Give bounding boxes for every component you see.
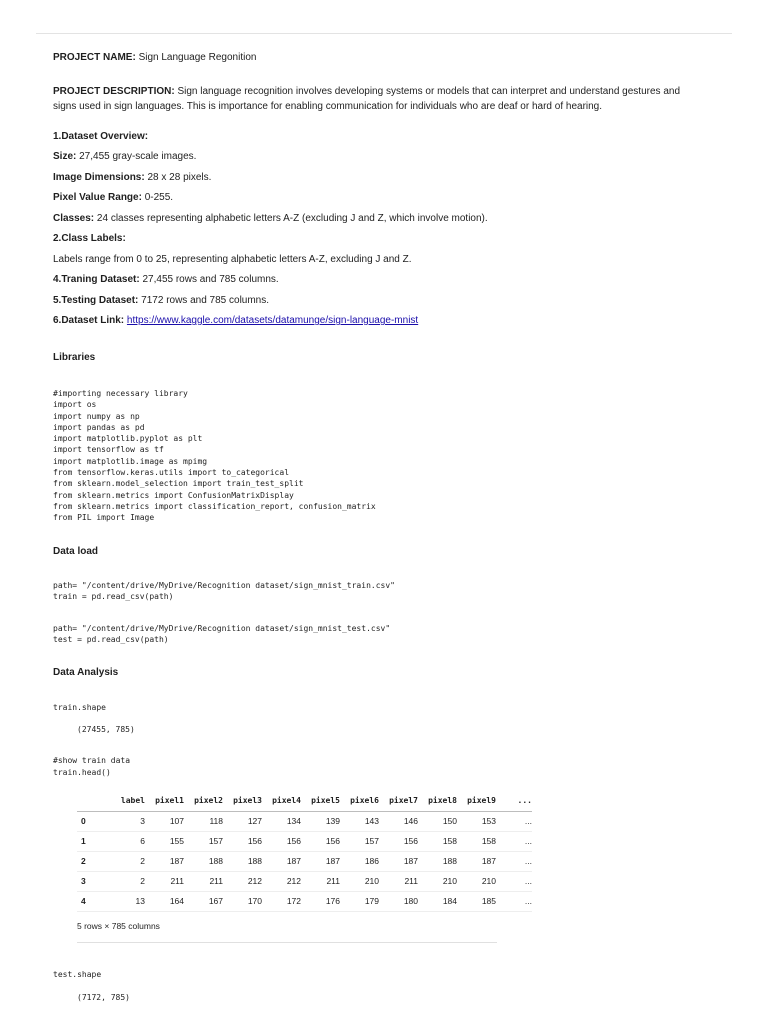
table-cell: 211 (404, 876, 418, 887)
table-cell: 146 (403, 816, 418, 827)
table-header-row (77, 792, 532, 812)
table-cell: ... (524, 856, 532, 867)
table-cell: 188 (247, 856, 262, 867)
project-description: PROJECT DESCRIPTION: Sign language recognition involves developing systems or models that can interpret and understand gestures and signs used in sign languages. This is importance for enabling communication for individuals who are deaf or hard of hearing. (53, 85, 680, 112)
table-cell: 210 (364, 876, 379, 887)
document-body (53, 50, 703, 1003)
table-cell: ... (524, 876, 532, 887)
table-cell: 187 (481, 856, 496, 867)
dataset-pixel-range: Pixel Value Range: 0-255. (53, 192, 174, 203)
table-cell: 186 (364, 856, 379, 867)
section-data-analysis: Data Analysis (53, 667, 119, 679)
class-labels-text: Labels range from 0 to 25, representing alphabetic letters A-Z, excluding J and Z. (53, 253, 412, 265)
table-cell: 139 (325, 816, 340, 827)
dataset-dimensions: Image Dimensions: 28 x 28 pixels. (53, 171, 212, 183)
table-cell: 118 (209, 816, 223, 827)
table-cell: 107 (169, 816, 184, 827)
table-cell: 188 (442, 856, 457, 867)
code-test-shape: test.shape (53, 970, 102, 980)
column-header: ... (496, 792, 532, 812)
table-cell: 179 (364, 896, 379, 907)
table-cell: 155 (169, 836, 184, 847)
column-header: pixel3 (223, 792, 262, 812)
table-cell: 212 (247, 876, 262, 887)
row-index: 3 (81, 876, 86, 887)
table-cell: 184 (442, 896, 457, 907)
row-index: 0 (81, 816, 86, 827)
top-divider (36, 33, 732, 34)
table-cell: 150 (442, 816, 457, 827)
table-cell: 3 (140, 816, 145, 827)
table-row (77, 871, 532, 891)
table-cell: 6 (140, 836, 145, 847)
table-cell: ... (524, 816, 532, 827)
table-cell: 2 (140, 856, 145, 867)
column-header: pixel4 (262, 792, 301, 812)
column-header: pixel6 (340, 792, 379, 812)
table-row (77, 831, 532, 851)
training-dataset: 4.Traning Dataset: 27,455 rows and 785 columns. (53, 274, 279, 285)
table-cell: 156 (247, 836, 262, 847)
table-body (77, 811, 532, 911)
table-cell: 134 (286, 816, 301, 827)
train-head-table (77, 792, 532, 912)
table-cell: 13 (135, 896, 145, 907)
table-cell: 170 (247, 896, 262, 907)
dataset-classes: Classes: 24 classes representing alphabetic letters A-Z (excluding J and Z, which involve motion). (53, 212, 488, 224)
table-cell: 156 (325, 836, 340, 847)
column-header: pixel9 (457, 792, 496, 812)
table-cell: 211 (170, 876, 184, 887)
row-index: 2 (81, 856, 86, 867)
column-header: label (105, 792, 145, 812)
code-load-train: path= "/content/drive/MyDrive/Recognition dataset/sign_mnist_train.csv" train = pd.read_csv(path) (53, 581, 395, 602)
table-cell: 157 (364, 836, 379, 847)
table-row-count: 5 rows × 785 columns (77, 918, 497, 944)
table-cell: 156 (403, 836, 418, 847)
table-cell: ... (524, 896, 532, 907)
table-cell: 164 (169, 896, 184, 907)
class-labels-heading: 2.Class Labels: (53, 233, 126, 244)
output-train-shape: (27455, 785) (77, 725, 135, 735)
table-cell: 180 (403, 896, 418, 907)
section-data-load: Data load (53, 545, 99, 557)
row-index: 4 (81, 896, 86, 907)
table-row (77, 811, 532, 831)
table-cell: 211 (209, 876, 223, 887)
table-cell: 188 (208, 856, 223, 867)
testing-dataset: 5.Testing Dataset: 7172 rows and 785 columns. (53, 294, 270, 306)
code-load-test: path= "/content/drive/MyDrive/Recognition dataset/sign_mnist_test.csv" test = pd.read_csv(path) (53, 623, 391, 644)
column-header: pixel7 (379, 792, 418, 812)
code-train-shape: train.shape (53, 702, 106, 712)
table-cell: 187 (169, 856, 184, 867)
table-cell: ... (524, 836, 532, 847)
table-cell: 158 (481, 836, 496, 847)
table-cell: 187 (286, 856, 301, 867)
table-cell: 153 (481, 816, 496, 827)
code-imports: #importing necessary library import os import numpy as np import pandas as pd import matplotlib.pyplot as plt import tensorflow as tf import matplotlib.image as mpimg from tensorflow.keras.utils import to_categorical from sklearn.model_selection import train_test_split from sklearn.metrics import ConfusionMatrixDisplay from sklearn.metrics import classification_report, confusion_matrix from PIL import Image (53, 389, 376, 523)
dataset-link-url[interactable]: https://www.kaggle.com/datasets/datamunge/sign-language-mnist (126, 315, 419, 326)
row-index: 1 (81, 836, 86, 847)
dataset-overview-heading: 1.Dataset Overview: (53, 130, 149, 142)
table-cell: 2 (140, 876, 145, 887)
table-cell: 158 (442, 836, 457, 847)
column-header: pixel5 (301, 792, 340, 812)
table-cell: 156 (286, 836, 301, 847)
dataset-size: Size: 27,455 gray-scale images. (53, 151, 197, 162)
table-cell: 187 (325, 856, 340, 867)
column-header: pixel8 (418, 792, 457, 812)
project-name: PROJECT NAME: Sign Language Regonition (53, 52, 257, 63)
table-cell: 210 (481, 876, 496, 887)
table-index-header (77, 792, 105, 812)
table-cell: 212 (286, 876, 301, 887)
table-cell: 211 (326, 876, 340, 887)
table-cell: 187 (403, 856, 418, 867)
column-header: pixel1 (145, 792, 184, 812)
table-cell: 185 (481, 896, 496, 907)
table-cell: 167 (208, 896, 223, 907)
section-libraries: Libraries (53, 351, 96, 363)
table-row (77, 891, 532, 911)
output-test-shape: (7172, 785) (77, 992, 130, 1002)
table-cell: 127 (247, 816, 262, 827)
table-cell: 210 (442, 876, 457, 887)
table-cell: 143 (364, 816, 379, 827)
table-row (77, 851, 532, 871)
code-show-train: #show train data train.head() (53, 756, 131, 777)
table-cell: 172 (286, 896, 301, 907)
column-header: pixel2 (184, 792, 223, 812)
table-cell: 176 (325, 896, 340, 907)
table-cell: 157 (208, 836, 223, 847)
dataset-link: 6.Dataset Link: https://www.kaggle.com/datasets/datamunge/sign-language-mnist (53, 315, 419, 326)
